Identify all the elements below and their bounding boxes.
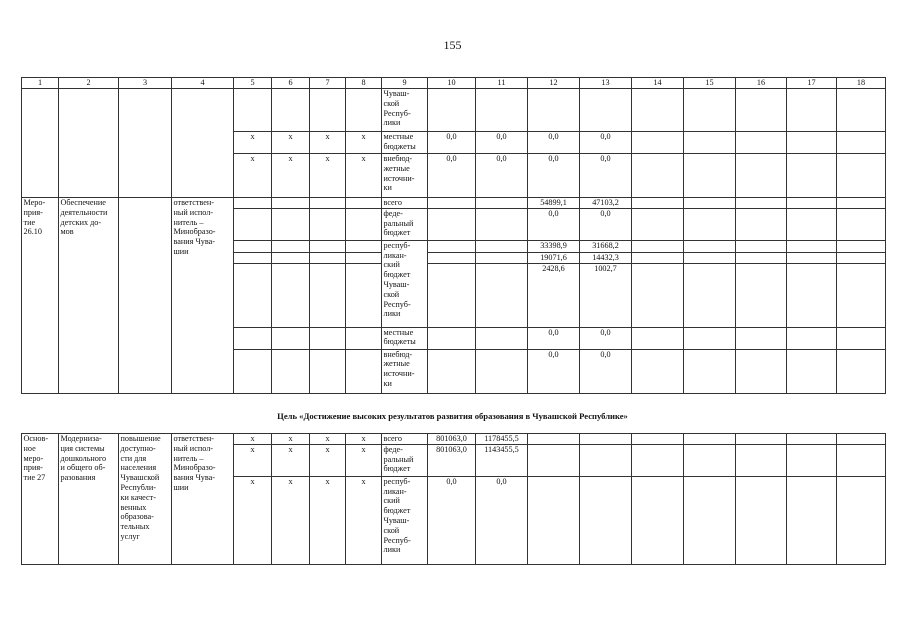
col-header: 8 — [346, 78, 382, 89]
source-label: местные бюджеты — [382, 132, 428, 154]
table-row: местные бюджеты 0,0 0,0 — [22, 327, 886, 349]
col-header: 2 — [59, 78, 119, 89]
col-header: 13 — [580, 78, 632, 89]
table-row: x x x x респуб- ликан- ский бюджет Чуваш- ской Респуб- лики 0,0 0,0 — [22, 476, 886, 564]
source-label: феде- ральный бюджет — [382, 208, 428, 240]
page-number: 155 — [443, 38, 462, 52]
table-row: респуб- ликан- ский бюджет Чуваш- ской Респуб- лики 33398,9 31668,2 — [22, 240, 886, 252]
col-header: 3 — [119, 78, 172, 89]
table-row: 19071,6 14432,3 — [22, 252, 886, 263]
table-row — [22, 89, 886, 132]
col-header: 15 — [684, 78, 736, 89]
col-header: 7 — [310, 78, 346, 89]
source-label: внебюд- жетные источни- ки — [382, 154, 428, 198]
source-label: местные бюджеты — [382, 327, 428, 349]
col-header: 14 — [632, 78, 684, 89]
table-row: Основ- ное меро- прия- тие 27 Модерниза- ция системы дошкольного и общего об- разования повышение доступно- сти для населения Чувашской Республи- ки качест- венных образова- тельных услуг ответствен- ный испол- нитель – Минобразо- вания Чува- шии x x x x всего 801063,0 1178455,5 — [22, 434, 886, 445]
table-row: x x x x местные бюджеты 0,0 0,0 0,0 0,0 — [22, 132, 886, 154]
col-header: 17 — [787, 78, 837, 89]
responsible-executor: ответствен- ный испол- нитель – Минобразо- вания Чува- шии — [172, 434, 234, 565]
source-label: внебюд- жетные источни- ки — [382, 349, 428, 393]
table-row: 2428,6 1002,7 — [22, 263, 886, 327]
source-label: всего — [382, 434, 428, 445]
measure-goal: повышение доступно- сти для населения Чувашской Республи- ки качест- венных образова- тельных услуг — [119, 434, 172, 565]
table-row: Меро- прия- тие 26.10 Обеспечение деятельности детских до- мов ответствен- ный испол- нитель – Минобразо- вания Чува- шии всего 54899,1 47103,2 — [22, 198, 886, 209]
goal-heading: Цель «Достижение высоких результатов развития образования в Чувашской Республике» — [277, 411, 628, 421]
table-row: феде- ральный бюджет 0,0 0,0 — [22, 208, 886, 240]
col-header: 11 — [476, 78, 528, 89]
responsible-executor: ответствен- ный испол- нитель – Минобразо- вания Чува- шии — [172, 198, 234, 394]
col-header: 6 — [272, 78, 310, 89]
measure-id: Меро- прия- тие 26.10 — [22, 198, 59, 394]
measure-name: Обеспечение деятельности детских до- мов — [59, 198, 119, 394]
measure-name: Модерниза- ция системы дошкольного и общего об- разования — [59, 434, 119, 565]
col-header: 10 — [428, 78, 476, 89]
col-header: 18 — [837, 78, 886, 89]
measure-id: Основ- ное меро- прия- тие 27 — [22, 434, 59, 565]
col-header: 16 — [736, 78, 787, 89]
table-row: x x x x феде- ральный бюджет 801063,0 1143455,5 — [22, 444, 886, 476]
col-header: 1 — [22, 78, 59, 89]
col-header: 5 — [234, 78, 272, 89]
table-row: x x x x внебюд- жетные источни- ки 0,0 0,0 0,0 0,0 — [22, 154, 886, 198]
source-label: всего — [382, 198, 428, 209]
col-header: 12 — [528, 78, 580, 89]
col-header: 4 — [172, 78, 234, 89]
table-row: внебюд- жетные источни- ки 0,0 0,0 — [22, 349, 886, 393]
source-label: респуб- ликан- ский бюджет Чуваш- ской Респуб- лики — [382, 240, 428, 327]
source-label: респуб- ликан- ский бюджет Чуваш- ской Респуб- лики — [382, 476, 428, 564]
column-number-row — [22, 78, 886, 89]
source-label: феде- ральный бюджет — [382, 444, 428, 476]
budget-table-top — [21, 77, 886, 394]
col-header: 9 — [382, 78, 428, 89]
source-label: Чуваш- ской Респуб- лики — [382, 89, 428, 132]
budget-table-bottom — [21, 433, 886, 565]
